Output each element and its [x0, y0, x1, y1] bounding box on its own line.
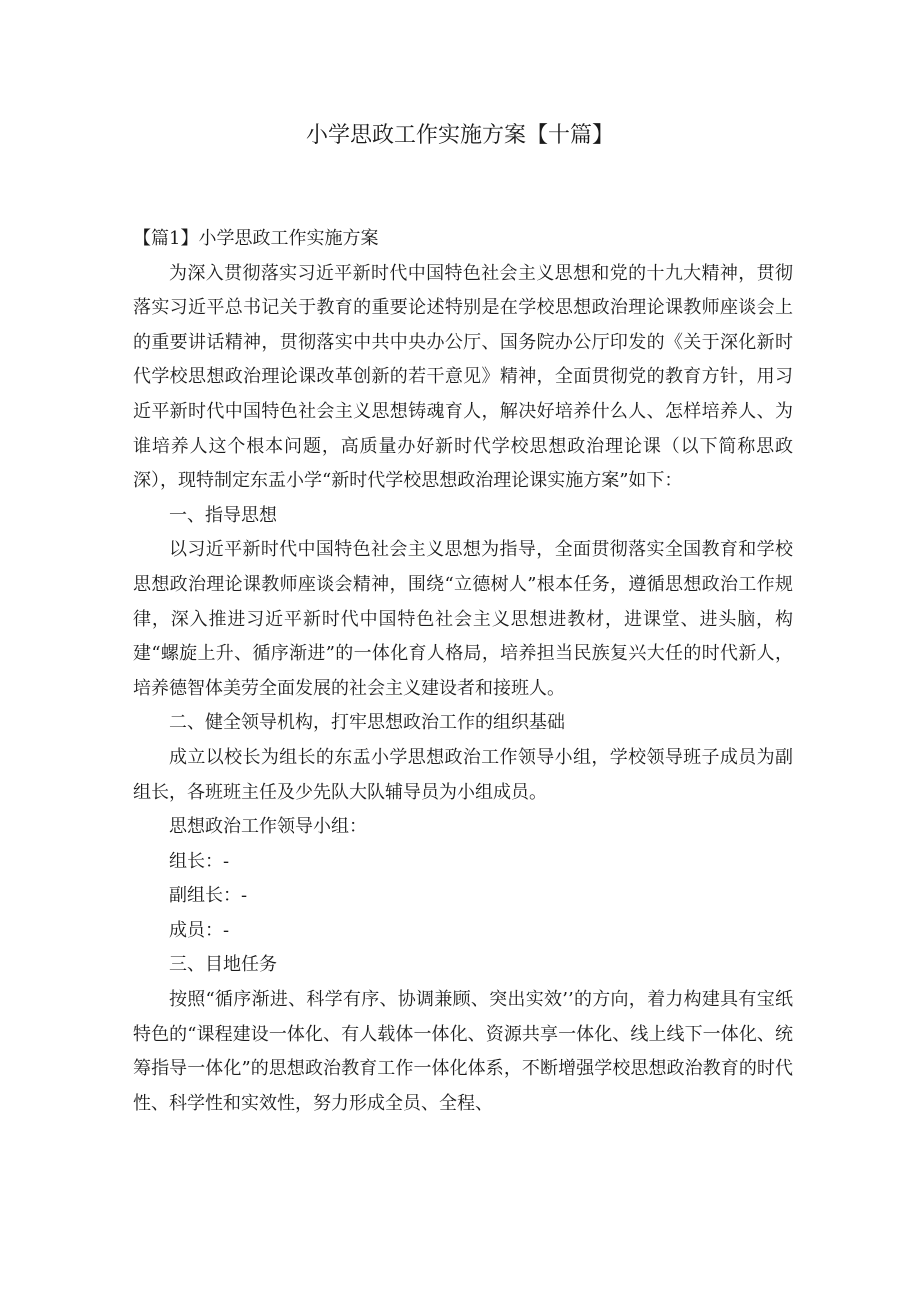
tasks-paragraph: 按照“循序渐进、科学有序、协调兼顾、突出实效’’的方向，着力构建具有宝纸特色的“课程建设一体化、有人载体一体化、资源共享一体化、线上线下一体化、统筹指导一体化”的思想政治教育工作一体化体系，不断增强学校思想政治教育的时代性、科学性和实效性，努力形成全员、全程、: [133, 989, 793, 1114]
intro-paragraph: 为深入贯彻落实习近平新时代中国特色社会主义思想和党的十九大精神，贯彻落实习近平总书记关于教育的重要论述特别是在学校思想政治理论课教师座谈会上的重要讲话精神，贯彻落实中共中央办公厅、国务院办公厅印发的《关于深化新时代学校思想政治理论课改革创新的若干意见》精神，全面贯彻党的教育方针，用习近平新时代中国特色社会主义思想铸魂育人，解决好培养什么人、怎样培养人、为谁培养人这个根本问题，高质量办好新时代学校思想政治理论课（以下简称思政深），现特制定东盂小学“新时代学校思想政治理论课实施方案”如下：: [133, 262, 793, 492]
document-title: 小学思政工作实施方案【十篇】: [305, 123, 614, 148]
document-body: [133, 222, 793, 1121]
group-leader-line: 组长：-: [169, 850, 230, 872]
deputy-leader-line: 副组长：-: [169, 885, 248, 907]
guiding-ideology-paragraph: 以习近平新时代中国特色社会主义思想为指导，全面贯彻落实全国教育和学校思想政治理论课教师座谈会精神，围绕“立德树人”根本任务，遵循思想政治工作规律，深入推进习近平新时代中国特色社会主义思想进教材，进课堂、进头脑，构建“螺旋上升、循序渐进”的一体化育人格局，培养担当民族复兴大任的时代新人，培养德智体美劳全面发展的社会主义建设者和接班人。: [133, 539, 793, 699]
members-line: 成员：-: [169, 919, 230, 941]
section-heading: 【篇1】小学思政工作实施方案: [133, 228, 379, 249]
leadership-group-label: 思想政治工作领导小组：: [169, 816, 367, 838]
subheading-tasks: 三、目地任务: [169, 954, 277, 976]
subheading-guiding-ideology: 一、指导思想: [169, 504, 277, 526]
leadership-paragraph: 成立以校长为组长的东盂小学思想政治工作领导小组，学校领导班子成员为副组长，各班班主任及少先队大队辅导员为小组成员。: [133, 746, 793, 803]
subheading-leadership: 二、健全领导机构，打牢思想政治工作的组织基础: [169, 712, 565, 734]
